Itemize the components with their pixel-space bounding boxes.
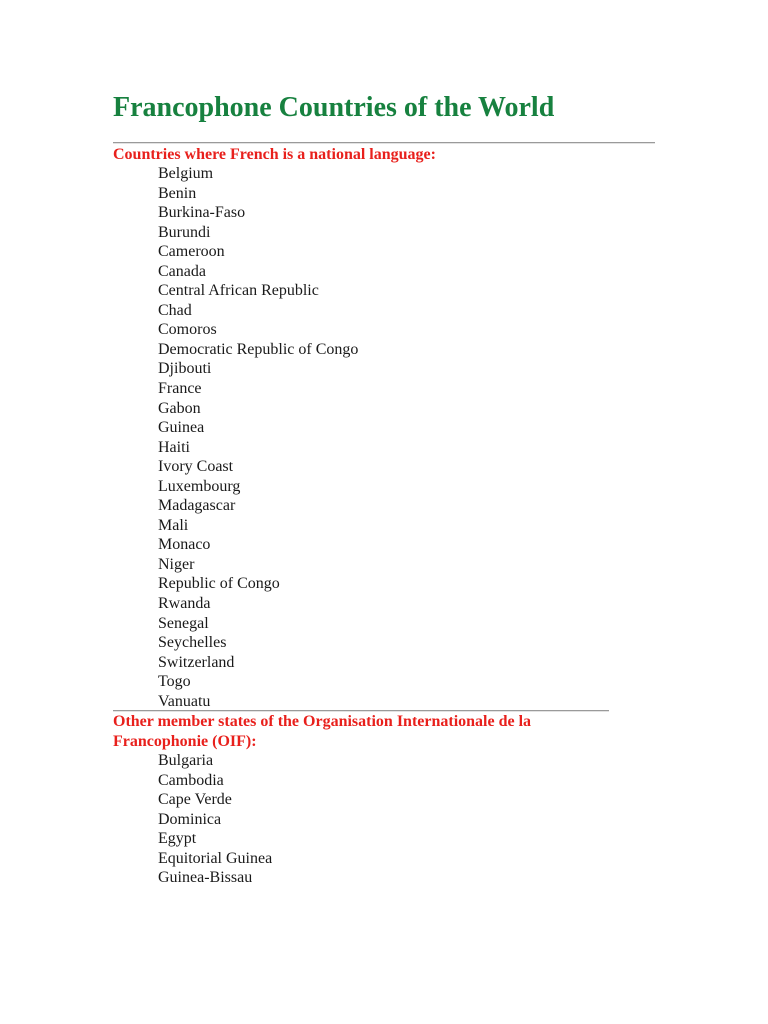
national-language-heading: Countries where French is a national language: xyxy=(113,146,436,163)
country-list-item: Vanuatu xyxy=(158,692,211,710)
country-list-item: France xyxy=(158,380,202,398)
country-list-item: Egypt xyxy=(158,830,197,848)
country-list-item: Togo xyxy=(158,673,191,691)
oif-member-country-list xyxy=(158,751,272,888)
country-list-item: Haiti xyxy=(158,438,190,456)
country-list-item: Senegal xyxy=(158,614,209,632)
country-list-item: Central African Republic xyxy=(158,282,319,300)
country-list-item: Luxembourg xyxy=(158,477,241,495)
country-list-item: Burkina-Faso xyxy=(158,204,246,222)
country-list-item: Belgium xyxy=(158,165,214,182)
country-list-item: Cape Verde xyxy=(158,791,232,809)
country-list-item: Guinea-Bissau xyxy=(158,869,253,887)
country-list-item: Monaco xyxy=(158,536,211,554)
country-list-item: Equitorial Guinea xyxy=(158,849,273,867)
country-list-item: Benin xyxy=(158,184,197,202)
country-list-item: Burundi xyxy=(158,223,211,241)
country-list-item: Cambodia xyxy=(158,771,224,789)
country-list-item: Bulgaria xyxy=(158,752,214,769)
country-list-item: Niger xyxy=(158,555,195,573)
country-list-item: Canada xyxy=(158,262,206,280)
country-list-item: Madagascar xyxy=(158,497,236,515)
country-list-item: Switzerland xyxy=(158,653,235,671)
country-list-item: Democratic Republic of Congo xyxy=(158,340,359,358)
country-list-item: Mali xyxy=(158,516,189,534)
title-divider xyxy=(113,142,655,144)
country-list-item: Gabon xyxy=(158,399,201,417)
oif-members-heading: Other member states of the Organisation Internationale de la Francophonie (OIF): xyxy=(113,713,532,750)
country-list-item: Cameroon xyxy=(158,243,225,261)
country-list-item: Seychelles xyxy=(158,634,227,652)
country-list-item: Rwanda xyxy=(158,595,211,613)
country-list-item: Ivory Coast xyxy=(158,458,234,476)
national-language-country-list xyxy=(158,164,358,711)
country-list-item: Comoros xyxy=(158,321,217,339)
country-list-item: Chad xyxy=(158,301,192,319)
country-list-item: Republic of Congo xyxy=(158,575,280,593)
document-title: Francophone Countries of the World xyxy=(113,92,555,123)
country-list-item: Dominica xyxy=(158,810,222,828)
country-list-item: Djibouti xyxy=(158,360,212,378)
country-list-item: Guinea xyxy=(158,419,205,437)
